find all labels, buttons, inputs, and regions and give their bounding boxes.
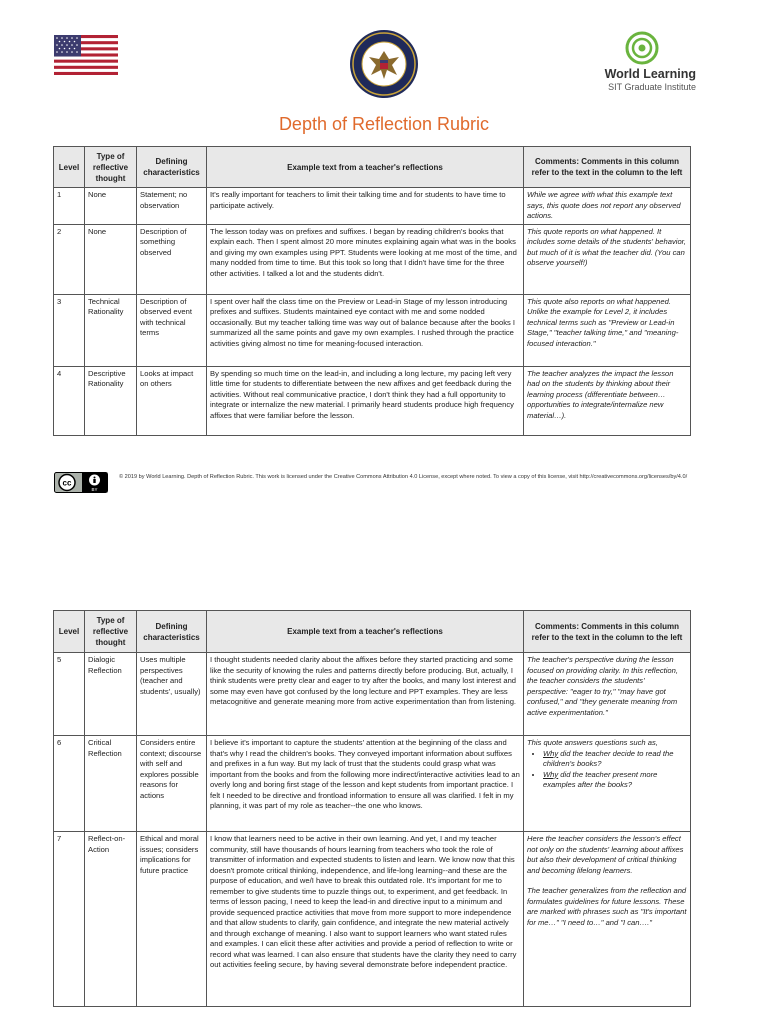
type-cell: Descriptive Rationality: [85, 366, 137, 435]
table-row: [54, 188, 691, 225]
comment-cell: [524, 832, 691, 1007]
type-cell: None: [85, 188, 137, 225]
page-title: Depth of Reflection Rubric: [278, 114, 490, 134]
creative-commons-badge-icon: [54, 472, 108, 493]
department-of-state-seal-icon: [349, 29, 419, 99]
level-cell: 4: [54, 366, 85, 435]
table-row: [54, 224, 691, 294]
table-row: [54, 832, 691, 1007]
example-cell: I spent over half the class time on the Preview or Lead-in Stage of my lesson introducing prefixes and suffixes. Students maintained eye contact with me and some nodded occasionally. But my teacher talking time was way out of balance because after the books I summarized all the same points and gave my own examples. I rushed through the practice activities giving almost no time for meaning-focused interaction.: [207, 294, 524, 366]
us-flag-icon: [54, 35, 118, 75]
table-row: [54, 294, 691, 366]
world-learning-name: World Learning: [604, 67, 696, 81]
world-learning-subtitle: SIT Graduate Institute: [608, 82, 696, 92]
svg-text:BY: BY: [91, 487, 98, 492]
header-type: Type of reflective thought: [85, 147, 137, 188]
header-defining: Defining characteristics: [137, 611, 207, 653]
comment-paragraph-1: Here the teacher considers the lesson's effect not only on the students' learning about affixes but also their development of critical thinking and becoming lifelong learners.: [527, 834, 684, 875]
defining-cell: Description of observed event with technical terms: [137, 294, 207, 366]
example-cell: It's really important for teachers to limit their talking time and for students to have time to participate actively.: [207, 188, 524, 225]
comment-cell: While we agree with what this example text says, this quote does not report any observed actions.: [524, 188, 691, 225]
svg-text:cc: cc: [62, 478, 72, 488]
header-level: Level: [54, 147, 85, 188]
defining-cell: Considers entire context; discourse with self and explores possible reasons for actions: [137, 736, 207, 832]
header-example: Example text from a teacher's reflections: [207, 147, 524, 188]
defining-cell: Ethical and moral issues; considers implications for future practice: [137, 832, 207, 1007]
level-cell: 7: [54, 832, 85, 1007]
table-header-row: [54, 147, 691, 188]
why-emphasis: Why: [543, 748, 559, 758]
rubric-table-levels-1-4: [53, 146, 691, 436]
level-cell: 3: [54, 294, 85, 366]
table-row: [54, 366, 691, 435]
example-cell: I thought students needed clarity about the affixes before they started practicing and some like the security of knowing the rules and patterns directly before producing. But, actually, I think students were pretty clear and eager to try after the books, and many lost interest and some may even have got confused by the long lecture and PPT examples. They are less metacognitive and generate meaning more from active experimentation than from listening.: [207, 653, 524, 736]
header-type: Type of reflective thought: [85, 611, 137, 653]
comment-cell: This quote reports on what happened. It includes some details of the students' behavior, but much of it is what the teacher did. (You can observe yourself!): [524, 224, 691, 294]
example-cell: I know that learners need to be active in their own learning. And yet, I and my teacher community, still have thousands of hours learning from teachers who took the role of transmitter of information and expected students to listen and learn. We know now that this doesn't promote critical thinking, independence, and life-long learning--and these are the purpose of education, and we/I have to break this outdated role. It's important for me to remember to give students time to puzzle things out, to experiment, and get feedback. In terms of lesson pacing, I need to keep the lead-in and directive input to a minimum and provide sequenced practice activities that move from more support to more independence and that allow students to clarify, gain confidence, and integrate the new material actively and through exchange of meaning. I also want to support learners who want stated rules and examples. I can elicit these after activities and provide a period of reflection to write or record what was learned. I can also ensure that students have the clarity they need to carry out activities feeling secure, by having several demonstrate before independent practice.: [207, 832, 524, 1007]
list-item: [543, 770, 687, 791]
table-header-row: [54, 611, 691, 653]
comment-cell: [524, 736, 691, 832]
rubric-table-levels-5-7: [53, 610, 691, 1007]
type-cell: Reflect-on-Action: [85, 832, 137, 1007]
defining-cell: Statement; no observation: [137, 188, 207, 225]
example-cell: By spending so much time on the lead-in, and including a long lecture, my pacing left very little time for students to differentiate between the new affixes and get feedback during the activities. Without real communicative practice, I don't think they had a full opportunity to integrate or internalize the new material. I primarily heard students produce high frequency affixes that were familiar before the lesson.: [207, 366, 524, 435]
level-cell: 2: [54, 224, 85, 294]
defining-cell: Looks at impact on others: [137, 366, 207, 435]
header-comments: Comments: Comments in this column refer to the text in the column to the left: [524, 611, 691, 653]
header-comments: Comments: Comments in this column refer to the text in the column to the left: [524, 147, 691, 188]
table-row: [54, 653, 691, 736]
world-learning-logo: [596, 30, 696, 98]
defining-cell: Description of something observed: [137, 224, 207, 294]
header-defining: Defining characteristics: [137, 147, 207, 188]
type-cell: None: [85, 224, 137, 294]
license-text: © 2019 by World Learning. Depth of Reflection Rubric. This work is licensed under the Creative Commons Attribution 4.0 License, except where noted. To view a copy of this license, visit http://creativecommons.org/licenses/by/4.0/: [119, 474, 688, 480]
level-cell: 6: [54, 736, 85, 832]
header-example: Example text from a teacher's reflections: [207, 611, 524, 653]
defining-cell: Uses multiple perspectives (teacher and students', usually): [137, 653, 207, 736]
list-item: [543, 749, 687, 770]
example-cell: I believe it's important to capture the students' attention at the beginning of the class and that's why I read the children's books. They conveyed important information about suffixes and prefixes in a fun way. But my lack of trust that the students could grasp what was important from the books and from the following more indirect/interactive activities lead to an overly long and boring first stage of the lesson and kept students from important practice. I felt I needed to be directive and frontload information to ensure all was clarified. I felt in my planning, it was part of my role as teacher--the one who knows.: [207, 736, 524, 832]
example-cell: The lesson today was on prefixes and suffixes. I began by reading children's books that explain each. Then I spent almost 20 more minutes explaining again what was in the books and giving my own examples using PPT. Students were looking at me most of the time, and many nodded from time to time. But this took so long that I didn't have time for the three other activities. I talked a lot and the students didn't.: [207, 224, 524, 294]
comment-cell: This quote also reports on what happened. Unlike the example for Level 2, it includes technical terms such as "Preview or Lead-in Stage," "teacher talking time," and "meaning-focused interaction.": [524, 294, 691, 366]
why-emphasis: Why: [543, 769, 559, 779]
type-cell: Critical Reflection: [85, 736, 137, 832]
type-cell: Dialogic Reflection: [85, 653, 137, 736]
comment-bullets: [527, 749, 687, 791]
bullet-text: did the teacher decide to read the children's books?: [543, 748, 674, 768]
comment-cell: The teacher's perspective during the lesson focused on providing clarity. In this reflection, the teacher considers the students' perspective: "eager to try," "may have got confused," and "they generate meaning from active experimentation.": [524, 653, 691, 736]
comment-paragraph-2: The teacher generalizes from the reflection and formulates guidelines for future lessons. These are marked with phrases such as "It's important for me…" "I need to…" and "I can….": [527, 886, 687, 927]
type-cell: Technical Rationality: [85, 294, 137, 366]
comment-cell: The teacher analyzes the impact the lesson had on the students by thinking about their learning process (differentiate between… opportunities to integrate/internalize new material…).: [524, 366, 691, 435]
comment-intro: This quote answers questions such as,: [527, 738, 658, 747]
level-cell: 5: [54, 653, 85, 736]
table-row: [54, 736, 691, 832]
header-level: Level: [54, 611, 85, 653]
level-cell: 1: [54, 188, 85, 225]
world-learning-circle-icon: [624, 30, 660, 66]
bullet-text: did the teacher present more examples after the books?: [543, 769, 658, 789]
